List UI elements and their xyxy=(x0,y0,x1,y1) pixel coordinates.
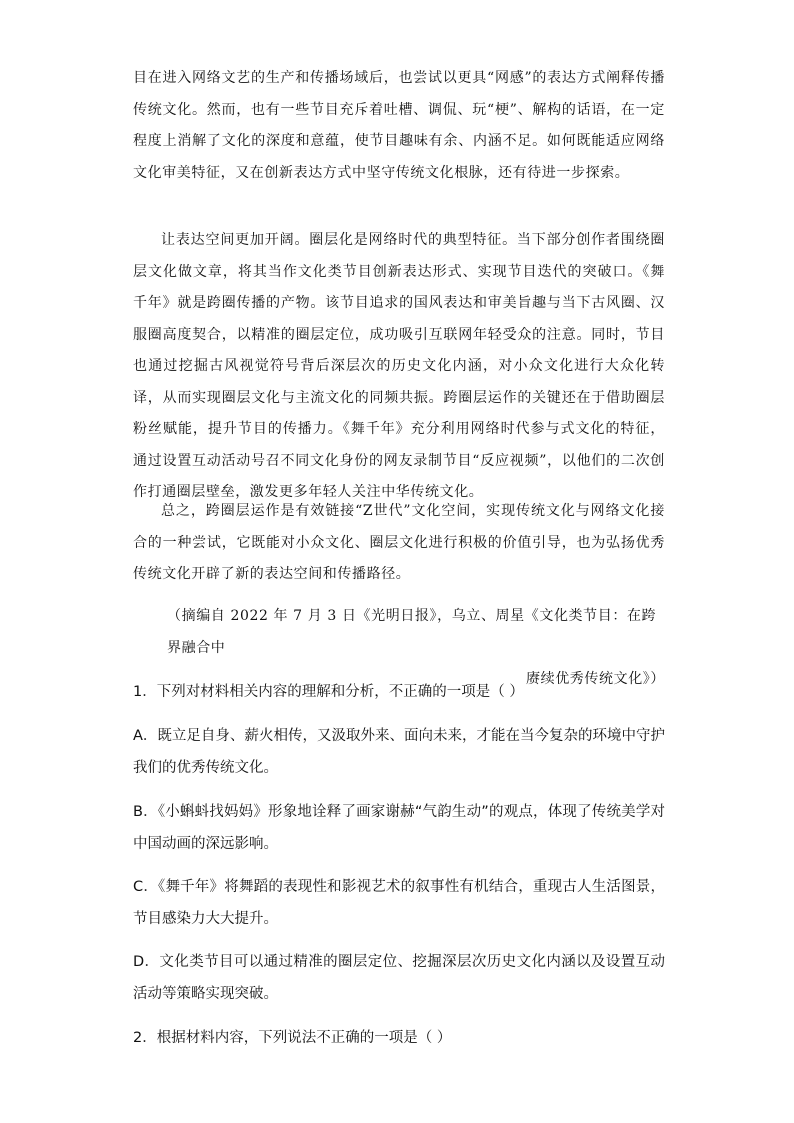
question-1-option-a: A．既立足自身、薪火相传，又汲取外来、面向未来，才能在当今复杂的环境中守护我们的优秀传统文化。 xyxy=(133,728,665,776)
source-citation-line-1: （摘编自 2022 年 7 月 3 日《光明日报》，乌立、周星《文化类节目：在跨界融合中 xyxy=(167,608,657,656)
passage-paragraph-1: 目在进入网络文艺的生产和传播场域后，也尝试以更具“网感”的表达方式阐释传播传统文化。然而，也有一些节目充斥着吐槽、调侃、玩“梗”、解构的话语，在一定程度上消解了文化的深度和意蕴，使节目趣味有余、内涵不足。如何既能适应网络文化审美特征，又在创新表达方式中坚守传统文化根脉，还有待进一步探索。 xyxy=(133,70,665,181)
source-citation-line-2: 赓续优秀传统文化》） xyxy=(526,671,665,687)
passage-paragraph-2: 让表达空间更加开阔。圈层化是网络时代的典型特征。当下部分创作者围绕圈层文化做文章，将其当作文化类节目创新表达形式、实现节目迭代的突破口。《舞千年》就是跨圈传播的产物。该节目追求的国风表达和审美旨趣与当下古风圈、汉服圈高度契合，以精准的圈层定位，成功吸引互联网年轻受众的注意。同时，节目也通过挖掘古风视觉符号背后深层次的历史文化内涵，对小众文化进行大众化转译，从而实现圈层文化与主流文化的同频共振。跨圈层运作的关键还在于借助圈层粉丝赋能，提升节目的传播力。《舞千年》充分利用网络时代参与式文化的特征，通过设置互动活动号召不同文化身份的网友录制节目“反应视频”，以他们的二次创作打通圈层壁垒，激发更多年轻人关注中华传统文化。 xyxy=(133,232,665,500)
question-1-stem: 1．下列对材料相关内容的理解和分析，不正确的一项是（ ） xyxy=(133,684,524,700)
passage-paragraph-3: 总之，跨圈层运作是有效链接“Z世代”文化空间，实现传统文化与网络文化接合的一种尝试，它既能对小众文化、圈层文化进行积极的价值引导，也为弘扬优秀传统文化开辟了新的表达空间和传播路径。 xyxy=(133,503,665,582)
question-1-option-c: C．《舞千年》将舞蹈的表现性和影视艺术的叙事性有机结合，重现古人生活图景，节目感染力大大提升。 xyxy=(133,879,665,927)
question-2-stem: 2．根据材料内容，下列说法不正确的一项是（ ） xyxy=(133,1030,452,1046)
question-1-option-d: D．文化类节目可以通过精准的圈层定位、挖掘深层次历史文化内涵以及设置互动活动等策略实现突破。 xyxy=(133,954,665,1002)
question-1-option-b: B．《小蝌蚪找妈妈》形象地诠释了画家谢赫“气韵生动”的观点，体现了传统美学对中国动画的深远影响。 xyxy=(133,804,665,852)
